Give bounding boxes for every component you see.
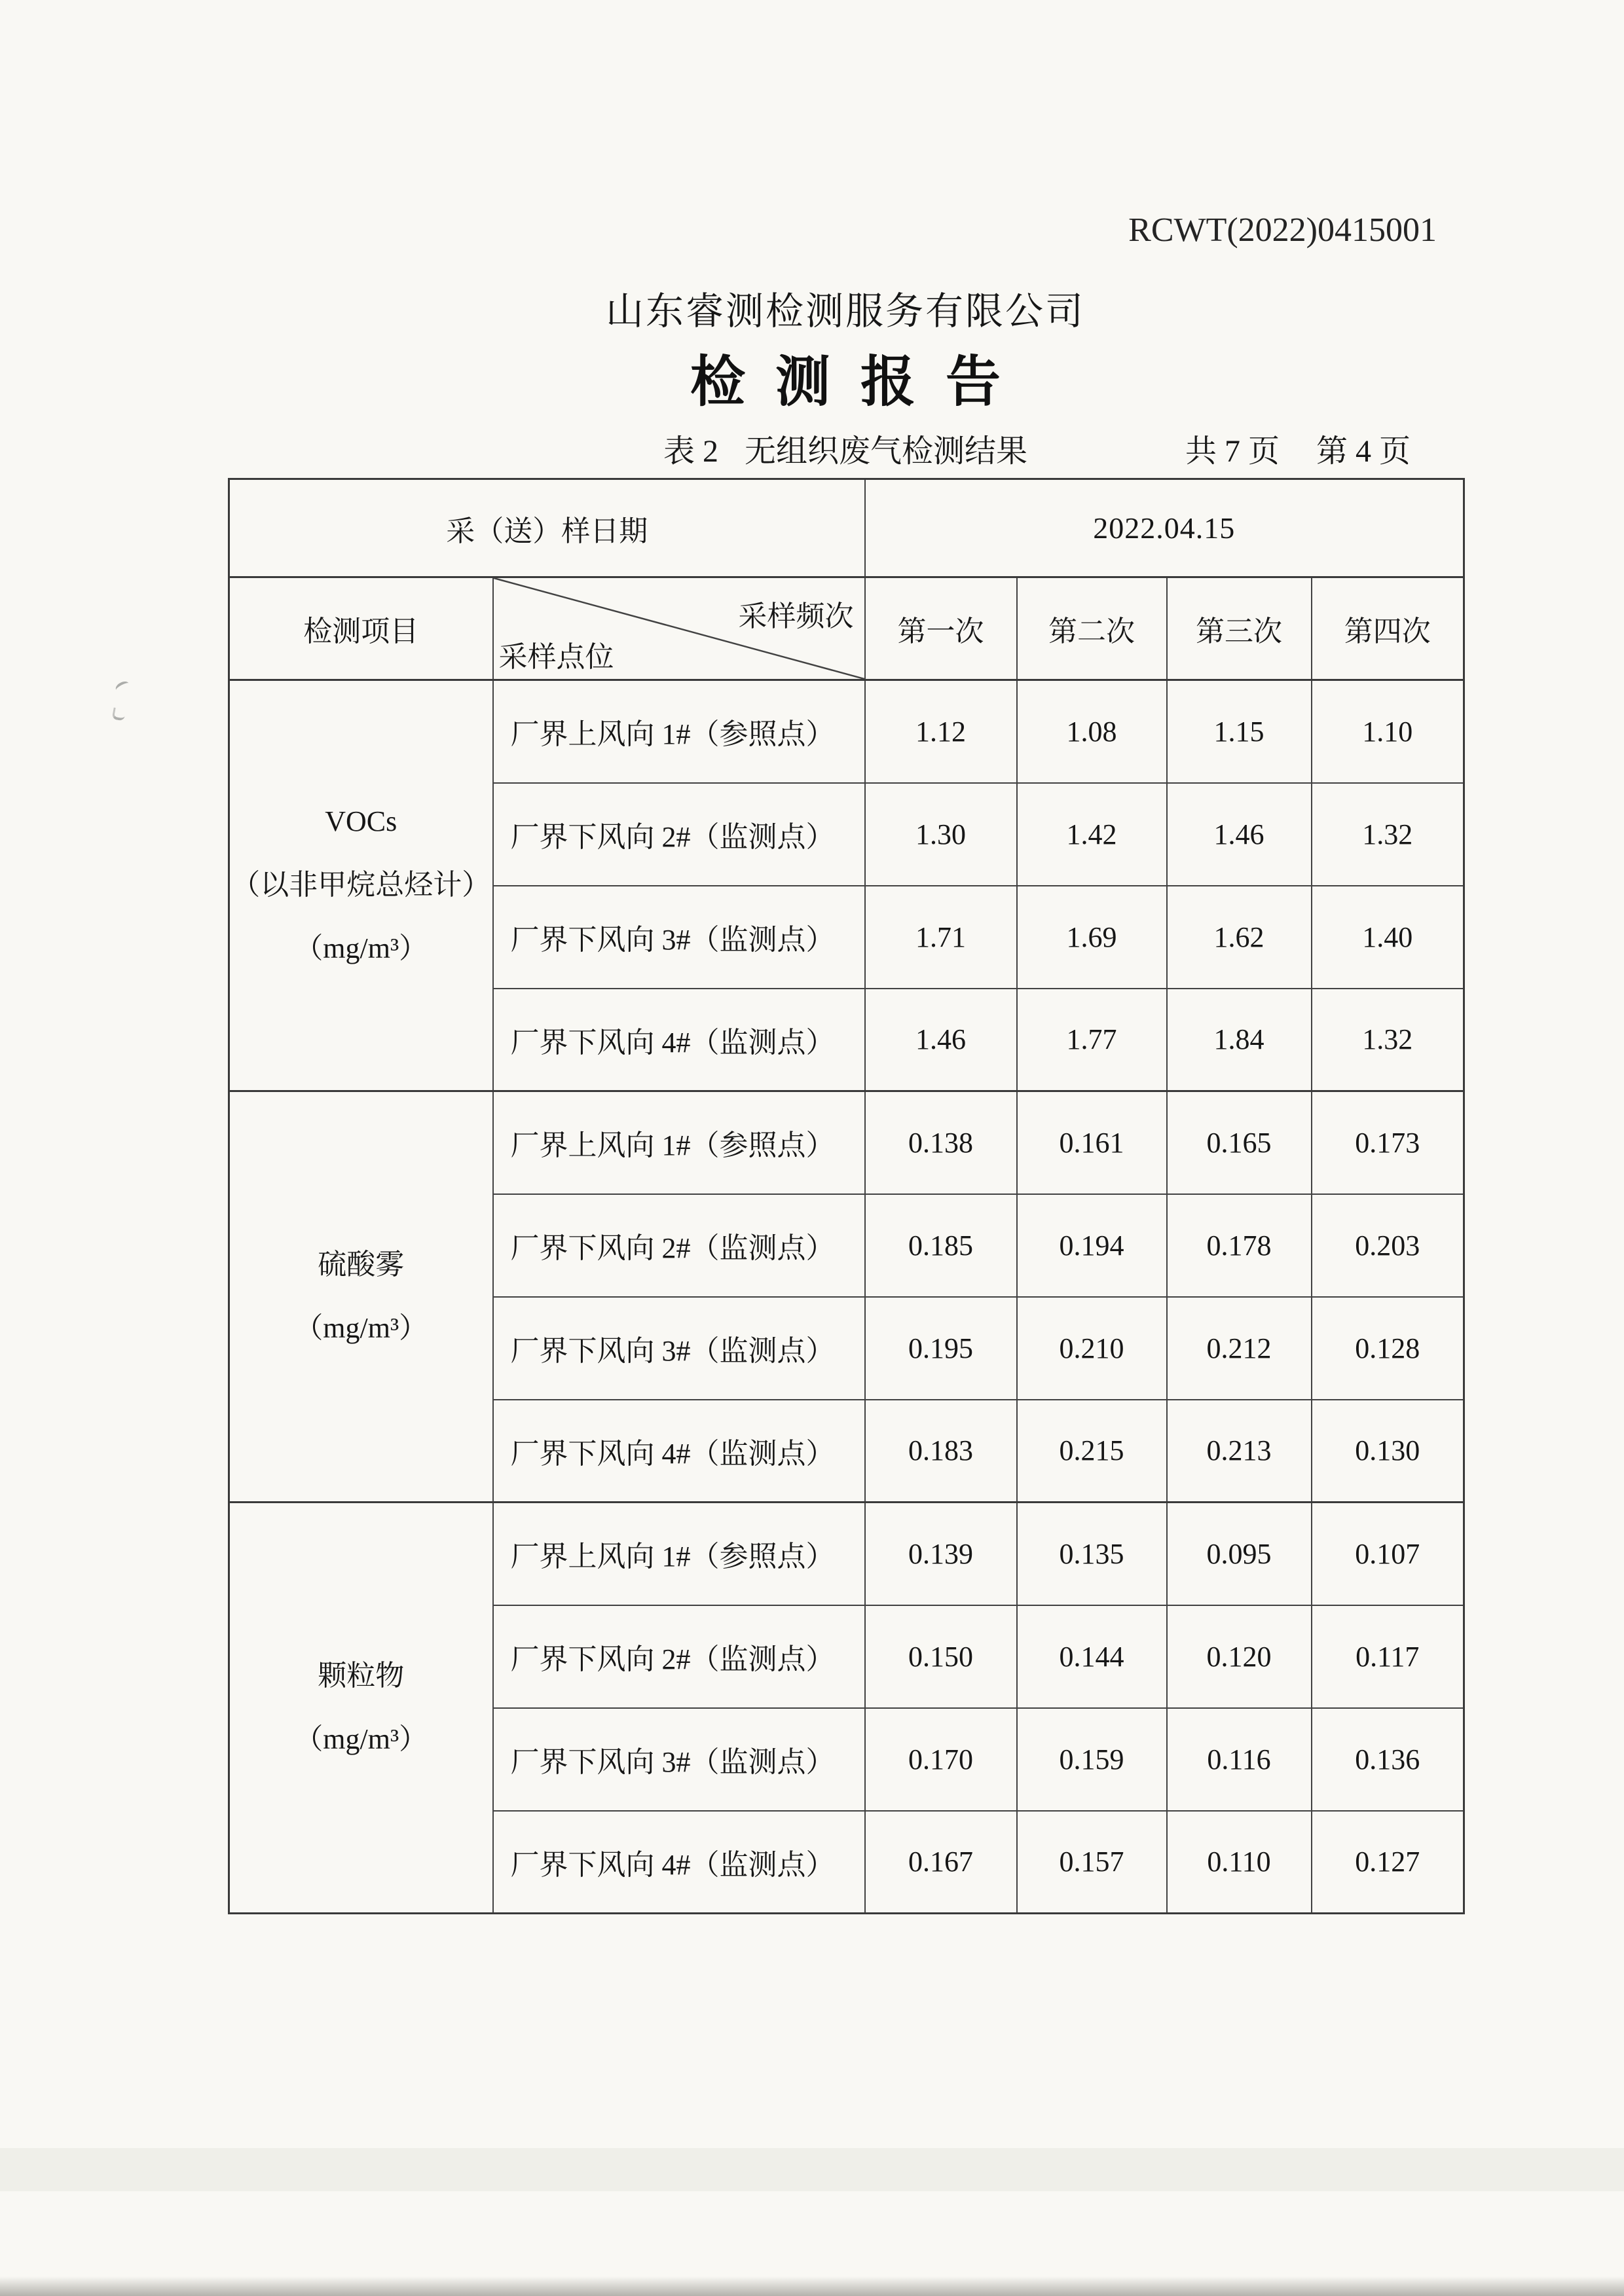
value-cell: 1.69	[1017, 886, 1167, 989]
diagonal-bottom-label: 采样点位	[498, 641, 614, 673]
value-cell: 1.84	[1167, 989, 1312, 1091]
value-cell: 0.167	[865, 1811, 1017, 1914]
table-row	[229, 1503, 1464, 1605]
value-cell: 0.195	[865, 1297, 1017, 1400]
value-cell: 0.138	[865, 1091, 1017, 1194]
value-cell: 0.170	[865, 1708, 1017, 1811]
sampling-point-cell: 厂界下风向 2#（监测点）	[493, 1194, 865, 1297]
parameter-line: （mg/m³）	[294, 1311, 428, 1344]
item-column-header: 检测项目	[229, 577, 493, 680]
value-cell: 0.213	[1167, 1400, 1312, 1503]
value-cell: 0.120	[1167, 1605, 1312, 1708]
value-cell: 1.30	[865, 783, 1017, 886]
parameter-line: 硫酸雾	[318, 1248, 405, 1281]
parameter-line: VOCs	[325, 805, 397, 838]
value-cell: 0.110	[1167, 1811, 1312, 1914]
value-cell: 0.127	[1312, 1811, 1464, 1914]
value-cell: 1.62	[1167, 886, 1312, 989]
value-cell: 0.117	[1312, 1605, 1464, 1708]
table-row	[229, 680, 1464, 783]
value-cell: 0.157	[1017, 1811, 1167, 1914]
value-cell: 1.46	[865, 989, 1017, 1091]
sample-date-value: 2022.04.15	[865, 479, 1464, 577]
value-cell: 1.10	[1312, 680, 1464, 783]
sampling-point-cell: 厂界下风向 3#（监测点）	[493, 1708, 865, 1811]
sampling-point-cell: 厂界下风向 3#（监测点）	[493, 886, 865, 989]
parameter-cell-particulate-matter	[229, 1503, 493, 1914]
value-cell: 0.136	[1312, 1708, 1464, 1811]
diagonal-header-cell	[493, 577, 865, 680]
sampling-point-cell: 厂界下风向 4#（监测点）	[493, 1400, 865, 1503]
value-cell: 0.116	[1167, 1708, 1312, 1811]
table-row	[229, 1091, 1464, 1194]
value-cell: 1.32	[1312, 783, 1464, 886]
scan-artifact	[114, 680, 131, 695]
value-cell: 1.32	[1312, 989, 1464, 1091]
report-content	[228, 0, 1463, 2296]
report-number: RCWT(2022)0415001	[1128, 211, 1437, 249]
sampling-point-cell: 厂界上风向 1#（参照点）	[493, 680, 865, 783]
value-cell: 0.183	[865, 1400, 1017, 1503]
report-title: 检测报告	[690, 352, 1031, 413]
page-current: 第 4 页	[1316, 434, 1411, 469]
value-cell: 0.095	[1167, 1503, 1312, 1605]
column-header-row	[229, 577, 1464, 680]
scan-artifact	[0, 2148, 1624, 2191]
value-cell: 0.165	[1167, 1091, 1312, 1194]
value-cell: 0.159	[1017, 1708, 1167, 1811]
value-cell: 0.144	[1017, 1605, 1167, 1708]
value-cell: 1.15	[1167, 680, 1312, 783]
pagination	[1185, 426, 1411, 471]
parameter-cell-vocs	[229, 680, 493, 1091]
company-name: 山东睿测检测服务有限公司	[605, 290, 1085, 333]
sampling-point-cell: 厂界下风向 3#（监测点）	[493, 1297, 865, 1400]
value-cell: 1.71	[865, 886, 1017, 989]
frequency-header-4: 第四次	[1312, 577, 1464, 680]
sampling-point-cell: 厂界下风向 2#（监测点）	[493, 783, 865, 886]
value-cell: 0.139	[865, 1503, 1017, 1605]
value-cell: 0.130	[1312, 1400, 1464, 1503]
frequency-header-3: 第三次	[1167, 577, 1312, 680]
frequency-header-1: 第一次	[865, 577, 1017, 680]
value-cell: 0.194	[1017, 1194, 1167, 1297]
value-cell: 1.42	[1017, 783, 1167, 886]
value-cell: 1.40	[1312, 886, 1464, 989]
parameter-line: （mg/m³）	[294, 1722, 428, 1755]
sampling-point-cell: 厂界上风向 1#（参照点）	[493, 1091, 865, 1194]
sampling-point-cell: 厂界上风向 1#（参照点）	[493, 1503, 865, 1605]
value-cell: 1.12	[865, 680, 1017, 783]
results-table	[228, 478, 1465, 1914]
scan-artifact	[0, 2276, 1624, 2296]
caption-row	[228, 426, 1463, 469]
sampling-point-cell: 厂界下风向 4#（监测点）	[493, 989, 865, 1091]
table-caption-text: 无组织废气检测结果	[745, 434, 1028, 469]
value-cell: 0.212	[1167, 1297, 1312, 1400]
value-cell: 0.185	[865, 1194, 1017, 1297]
parameter-cell-sulfuric-acid-mist	[229, 1091, 493, 1503]
sample-date-row	[229, 479, 1464, 577]
value-cell: 1.46	[1167, 783, 1312, 886]
value-cell: 0.178	[1167, 1194, 1312, 1297]
value-cell: 0.135	[1017, 1503, 1167, 1605]
table-caption-number: 表 2	[663, 434, 718, 469]
value-cell: 1.77	[1017, 989, 1167, 1091]
value-cell: 1.08	[1017, 680, 1167, 783]
value-cell: 0.150	[865, 1605, 1017, 1708]
value-cell: 0.107	[1312, 1503, 1464, 1605]
value-cell: 0.161	[1017, 1091, 1167, 1194]
frequency-header-2: 第二次	[1017, 577, 1167, 680]
value-cell: 0.215	[1017, 1400, 1167, 1503]
scan-artifact	[112, 707, 126, 721]
parameter-line: 颗粒物	[318, 1659, 405, 1692]
value-cell: 0.173	[1312, 1091, 1464, 1194]
pages-total: 共 7 页	[1185, 434, 1280, 469]
sample-date-label: 采（送）样日期	[229, 479, 865, 577]
parameter-line: （以非甲烷总烃计）	[231, 869, 491, 902]
value-cell: 0.203	[1312, 1194, 1464, 1297]
parameter-line: （mg/m³）	[294, 932, 428, 964]
diagonal-top-label: 采样频次	[738, 600, 854, 632]
value-cell: 0.128	[1312, 1297, 1464, 1400]
sampling-point-cell: 厂界下风向 4#（监测点）	[493, 1811, 865, 1914]
sampling-point-cell: 厂界下风向 2#（监测点）	[493, 1605, 865, 1708]
value-cell: 0.210	[1017, 1297, 1167, 1400]
